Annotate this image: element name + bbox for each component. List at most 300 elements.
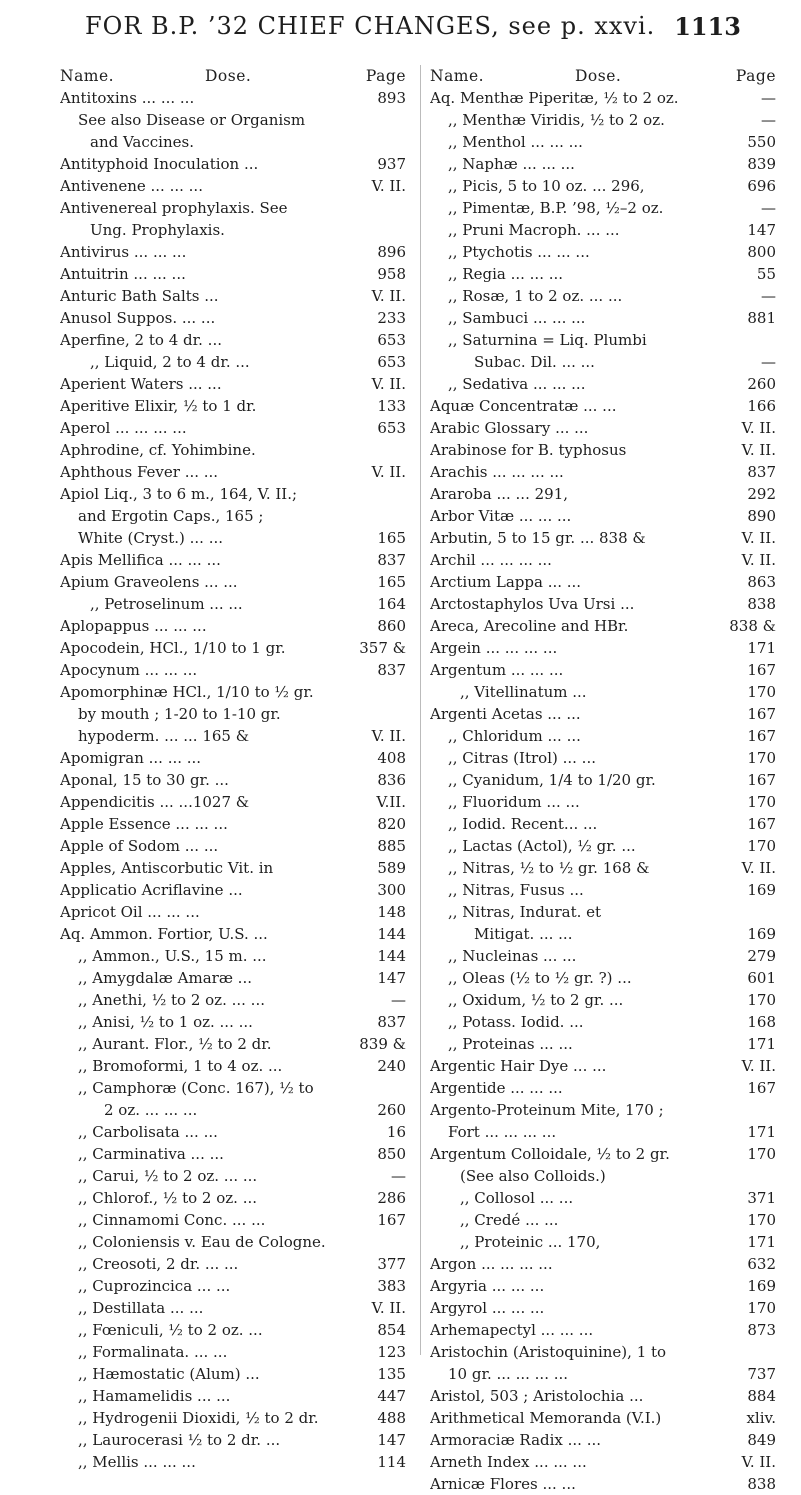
entry-page: 357 & xyxy=(355,637,406,659)
entry-page: 165 xyxy=(373,527,406,549)
index-entry xyxy=(430,879,778,901)
entry-page: 169 xyxy=(743,1275,776,1297)
index-entry xyxy=(430,1275,778,1297)
index-entry xyxy=(60,1451,408,1473)
entry-page: V. II. xyxy=(368,373,406,395)
entry-text: Archil ... ... ... ... xyxy=(430,551,552,569)
entry-page: 170 xyxy=(743,1209,776,1231)
index-entry xyxy=(60,109,408,131)
entry-text: Arneth Index ... ... ... xyxy=(430,1453,587,1471)
entry-page: 171 xyxy=(743,1231,776,1253)
entry-page: 164 xyxy=(373,593,406,615)
entry-text: Mitigat. ... ... xyxy=(474,925,573,943)
index-entry xyxy=(430,153,778,175)
entry-text: Arnicæ Flores ... ... xyxy=(430,1475,576,1493)
index-entry xyxy=(430,791,778,813)
entry-text: ,, Formalinata. ... ... xyxy=(78,1343,228,1361)
entry-page: 133 xyxy=(373,395,406,417)
index-entry xyxy=(430,1121,778,1143)
index-entry xyxy=(60,1231,408,1253)
entry-text: Apocynum ... ... ... xyxy=(60,661,198,679)
index-entry xyxy=(430,1077,778,1099)
entry-text: ,, Hydrogenii Dioxidi, ½ to 2 dr. xyxy=(78,1409,319,1427)
entry-page: 170 xyxy=(743,989,776,1011)
index-entry xyxy=(430,549,778,571)
index-entry xyxy=(60,703,408,725)
entry-text: ,, Nitras, ½ to ½ gr. 168 & xyxy=(448,859,650,877)
entry-page: V. II. xyxy=(738,417,776,439)
entry-page: 839 & xyxy=(355,1033,406,1055)
index-entry xyxy=(60,197,408,219)
index-entry xyxy=(430,1011,778,1033)
entry-text: ,, Coloniensis v. Eau de Cologne. xyxy=(78,1233,326,1251)
entry-text: Aristol, 503 ; Aristolochia ... xyxy=(430,1387,644,1405)
entry-page: 849 xyxy=(743,1429,776,1451)
index-entry xyxy=(430,395,778,417)
index-entry xyxy=(60,461,408,483)
entry-page: — xyxy=(757,109,776,131)
entry-page: 286 xyxy=(373,1187,406,1209)
index-entry xyxy=(430,461,778,483)
index-entry xyxy=(430,835,778,857)
entry-text: Apomorphinæ HCl., 1/10 to ½ gr. xyxy=(60,683,314,701)
index-entry xyxy=(430,637,778,659)
index-entry xyxy=(60,725,408,747)
index-entry xyxy=(60,1055,408,1077)
entry-page: — xyxy=(387,1165,406,1187)
entry-text: Ung. Prophylaxis. xyxy=(90,221,225,239)
index-entry xyxy=(430,483,778,505)
entry-text: and Vaccines. xyxy=(90,133,194,151)
entry-page: 279 xyxy=(743,945,776,967)
entry-text: ,, Chloridum ... ... xyxy=(448,727,581,745)
entry-text: Aperient Waters ... ... xyxy=(60,375,222,393)
index-entry xyxy=(430,1297,778,1319)
entry-text: ,, Amygdalæ Amaræ ... xyxy=(78,969,252,987)
entry-text: Antivenereal prophylaxis. See xyxy=(60,199,288,217)
dose-heading: Dose. xyxy=(575,67,622,85)
index-entry xyxy=(430,901,778,923)
index-entry xyxy=(430,1055,778,1077)
entry-text: Argentic Hair Dye ... ... xyxy=(430,1057,607,1075)
page-number: 1113 xyxy=(674,12,741,41)
index-entry xyxy=(430,747,778,769)
index-entry xyxy=(60,857,408,879)
entry-page: V.II. xyxy=(372,791,406,813)
entry-page: 837 xyxy=(373,549,406,571)
entry-page: 147 xyxy=(373,1429,406,1451)
index-entry xyxy=(430,197,778,219)
index-entry xyxy=(60,769,408,791)
entry-text: ,, Ammon., U.S., 15 m. ... xyxy=(78,947,267,965)
index-entry xyxy=(60,835,408,857)
index-entry xyxy=(430,439,778,461)
entry-page: V. II. xyxy=(368,725,406,747)
entry-text: Argentum Colloidale, ½ to 2 gr. xyxy=(430,1145,670,1163)
entry-page: 408 xyxy=(373,747,406,769)
index-entry xyxy=(430,131,778,153)
index-entry xyxy=(60,681,408,703)
entry-text: Fort ... ... ... ... xyxy=(448,1123,557,1141)
entry-page: — xyxy=(757,285,776,307)
entry-page: V. II. xyxy=(738,549,776,571)
entry-text: 2 oz. ... ... ... xyxy=(104,1101,198,1119)
index-entry xyxy=(430,373,778,395)
entry-text: ,, Nitras, Fusus ... xyxy=(448,881,584,899)
index-entry xyxy=(60,153,408,175)
entry-text: ,, Hæmostatic (Alum) ... xyxy=(78,1365,260,1383)
index-entry xyxy=(60,923,408,945)
index-entry xyxy=(430,769,778,791)
entry-text: Argon ... ... ... ... xyxy=(430,1255,553,1273)
index-entry xyxy=(430,1143,778,1165)
index-entry xyxy=(430,285,778,307)
index-entry xyxy=(430,1187,778,1209)
entry-text: ,, Chlorof., ½ to 2 oz. ... xyxy=(78,1189,258,1207)
index-entry xyxy=(60,879,408,901)
entry-page: 839 xyxy=(743,153,776,175)
entry-page: 169 xyxy=(743,923,776,945)
index-entry xyxy=(430,1451,778,1473)
index-entry xyxy=(430,241,778,263)
index-entry xyxy=(430,593,778,615)
index-entry xyxy=(430,725,778,747)
entry-text: Anusol Suppos. ... ... xyxy=(60,309,216,327)
entry-page: 167 xyxy=(743,659,776,681)
entry-page: 820 xyxy=(373,813,406,835)
entry-page: 896 xyxy=(373,241,406,263)
index-entry xyxy=(430,1099,778,1121)
entry-text: ,, Sedativa ... ... ... xyxy=(448,375,586,393)
right-entries xyxy=(430,87,778,1495)
entry-text: ,, Iodid. Recent... ... xyxy=(448,815,598,833)
index-entry xyxy=(430,527,778,549)
entry-text: hypoderm. ... ... 165 & xyxy=(78,727,250,745)
entry-text: Apples, Antiscorbutic Vit. in xyxy=(60,859,274,877)
entry-text: ,, Collosol ... ... xyxy=(460,1189,574,1207)
index-entry xyxy=(60,175,408,197)
entry-page: V. II. xyxy=(368,285,406,307)
entry-text: ,, Sambuci ... ... ... xyxy=(448,309,586,327)
index-entry xyxy=(430,1319,778,1341)
entry-page: — xyxy=(757,351,776,373)
entry-page: 300 xyxy=(373,879,406,901)
entry-page: 837 xyxy=(743,461,776,483)
entry-text: Aphrodine, cf. Yohimbine. xyxy=(60,441,256,459)
index-entry xyxy=(430,1473,778,1495)
entry-page: 170 xyxy=(743,835,776,857)
entry-page: 167 xyxy=(743,725,776,747)
name-heading: Name. xyxy=(60,67,115,85)
index-entry xyxy=(60,439,408,461)
entry-page: 170 xyxy=(743,1143,776,1165)
index-entry xyxy=(60,1253,408,1275)
index-entry xyxy=(60,637,408,659)
entry-page: 147 xyxy=(743,219,776,241)
index-entry xyxy=(60,285,408,307)
entry-page: 167 xyxy=(373,1209,406,1231)
index-entry xyxy=(430,307,778,329)
entry-text: Arctostaphylos Uva Ursi ... xyxy=(430,595,635,613)
index-entry xyxy=(430,967,778,989)
entry-text: Subac. Dil. ... ... xyxy=(474,353,595,371)
entry-page: 488 xyxy=(373,1407,406,1429)
entry-page: 55 xyxy=(753,263,776,285)
entry-text: ,, Aurant. Flor., ½ to 2 dr. xyxy=(78,1035,272,1053)
entry-text: Argein ... ... ... ... xyxy=(430,639,558,657)
entry-page: 167 xyxy=(743,813,776,835)
entry-page: 836 xyxy=(373,769,406,791)
entry-page: 240 xyxy=(373,1055,406,1077)
entry-text: by mouth ; 1-20 to 1-10 gr. xyxy=(78,705,281,723)
page-heading: Page xyxy=(365,67,406,85)
entry-text: ,, Lactas (Actol), ½ gr. ... xyxy=(448,837,636,855)
index-entry xyxy=(60,1297,408,1319)
entry-text: Aphthous Fever ... ... xyxy=(60,463,219,481)
entry-page: 171 xyxy=(743,1033,776,1055)
entry-page: 171 xyxy=(743,637,776,659)
entry-page: V. II. xyxy=(738,527,776,549)
index-entry xyxy=(430,1385,778,1407)
entry-page: 632 xyxy=(743,1253,776,1275)
entry-text: Apiol Liq., 3 to 6 m., 164, V. II.; xyxy=(60,485,298,503)
entry-page: 171 xyxy=(743,1121,776,1143)
left-column xyxy=(60,65,408,1473)
entry-text: Apomigran ... ... ... xyxy=(60,749,202,767)
index-entry xyxy=(430,329,778,351)
entry-page: 260 xyxy=(373,1099,406,1121)
entry-page: 167 xyxy=(743,769,776,791)
entry-text: Aponal, 15 to 30 gr. ... xyxy=(60,771,229,789)
entry-text: Apium Graveolens ... ... xyxy=(60,573,238,591)
entry-page: V. II. xyxy=(368,461,406,483)
entry-text: ,, Anethi, ½ to 2 oz. ... ... xyxy=(78,991,265,1009)
index-entry xyxy=(430,109,778,131)
entry-text: Apis Mellifica ... ... ... xyxy=(60,551,221,569)
entry-page: 850 xyxy=(373,1143,406,1165)
entry-text: ,, Proteinic ... 170, xyxy=(460,1233,601,1251)
entry-text: Argento-Proteinum Mite, 170 ; xyxy=(430,1101,664,1119)
entry-page: 863 xyxy=(743,571,776,593)
entry-text: Arbutin, 5 to 15 gr. ... 838 & xyxy=(430,529,646,547)
entry-text: ,, Hamamelidis ... ... xyxy=(78,1387,231,1405)
entry-text: Apple Essence ... ... ... xyxy=(60,815,228,833)
index-entry xyxy=(60,1319,408,1341)
entry-text: ,, Potass. Iodid. ... xyxy=(448,1013,584,1031)
entry-page: 890 xyxy=(743,505,776,527)
index-entry xyxy=(430,87,778,109)
entry-text: Argenti Acetas ... ... xyxy=(430,705,581,723)
index-entry xyxy=(430,659,778,681)
entry-page: 371 xyxy=(743,1187,776,1209)
entry-text: Arbor Vitæ ... ... ... xyxy=(430,507,572,525)
entry-text: ,, Laurocerasi ½ to 2 dr. ... xyxy=(78,1431,281,1449)
running-header xyxy=(0,12,801,52)
entry-page: 144 xyxy=(373,945,406,967)
entry-page: V. II. xyxy=(368,175,406,197)
index-entry xyxy=(60,593,408,615)
entry-text: ,, Fœniculi, ½ to 2 oz. ... xyxy=(78,1321,263,1339)
entry-text: Antityphoid Inoculation ... xyxy=(60,155,259,173)
entry-page: 854 xyxy=(373,1319,406,1341)
entry-text: ,, Destillata ... ... xyxy=(78,1299,204,1317)
index-entry xyxy=(60,263,408,285)
entry-page: 170 xyxy=(743,681,776,703)
index-entry xyxy=(430,1363,778,1385)
entry-page: 550 xyxy=(743,131,776,153)
entry-page: 383 xyxy=(373,1275,406,1297)
index-entry xyxy=(430,1407,778,1429)
entry-text: Appendicitis ... ...1027 & xyxy=(60,793,250,811)
entry-page: 167 xyxy=(743,1077,776,1099)
entry-page: 884 xyxy=(743,1385,776,1407)
entry-page: 170 xyxy=(743,791,776,813)
entry-text: Areca, Arecoline and HBr. xyxy=(430,617,629,635)
index-entry xyxy=(430,615,778,637)
entry-text: ,, Rosæ, 1 to 2 oz. ... ... xyxy=(448,287,623,305)
index-entry xyxy=(430,681,778,703)
entry-text: ,, Picis, 5 to 10 oz. ... 296, xyxy=(448,177,645,195)
entry-page: 260 xyxy=(743,373,776,395)
entry-text: ,, Fluoridum ... ... xyxy=(448,793,580,811)
entry-text: Aperitive Elixir, ½ to 1 dr. xyxy=(60,397,257,415)
entry-text: Aplopappus ... ... ... xyxy=(60,617,207,635)
entry-text: Aquæ Concentratæ ... ... xyxy=(430,397,617,415)
entry-page: 881 xyxy=(743,307,776,329)
entry-page: 114 xyxy=(373,1451,406,1473)
entry-text: ,, Liquid, 2 to 4 dr. ... xyxy=(90,353,250,371)
entry-text: ,, Bromoformi, 1 to 4 oz. ... xyxy=(78,1057,283,1075)
entry-text: Arctium Lappa ... ... xyxy=(430,573,582,591)
index-entry xyxy=(430,1253,778,1275)
entry-page: 873 xyxy=(743,1319,776,1341)
entry-page: 233 xyxy=(373,307,406,329)
entry-page: — xyxy=(757,87,776,109)
entry-page: 147 xyxy=(373,967,406,989)
entry-text: ,, Pruni Macroph. ... ... xyxy=(448,221,620,239)
entry-page: 170 xyxy=(743,747,776,769)
index-entry xyxy=(60,1209,408,1231)
entry-text: ,, Cinnamomi Conc. ... ... xyxy=(78,1211,266,1229)
index-entry xyxy=(430,1429,778,1451)
entry-text: ,, Naphæ ... ... ... xyxy=(448,155,575,173)
entry-text: ,, Cuprozincica ... ... xyxy=(78,1277,231,1295)
running-title: FOR B.P. ’32 CHIEF CHANGES, see p. xxvi. xyxy=(85,12,656,40)
entry-page: 653 xyxy=(373,329,406,351)
entry-text: and Ergotin Caps., 165 ; xyxy=(78,507,264,525)
entry-page: — xyxy=(387,989,406,1011)
entry-text: ,, Menthol ... ... ... xyxy=(448,133,583,151)
index-entry xyxy=(60,527,408,549)
index-entry xyxy=(60,1363,408,1385)
entry-text: Argentide ... ... ... xyxy=(430,1079,563,1097)
entry-page: 144 xyxy=(373,923,406,945)
entry-page: — xyxy=(757,197,776,219)
entry-page: V. II. xyxy=(738,439,776,461)
entry-text: Argyria ... ... ... xyxy=(430,1277,545,1295)
index-entry xyxy=(60,1121,408,1143)
entry-text: Arithmetical Memoranda (V.I.) xyxy=(430,1409,662,1427)
entry-text: ,, Menthæ Viridis, ½ to 2 oz. xyxy=(448,111,665,129)
entry-page: 838 xyxy=(743,593,776,615)
entry-page: 800 xyxy=(743,241,776,263)
entry-text: ,, Regia ... ... ... xyxy=(448,265,564,283)
index-entry xyxy=(430,813,778,835)
entry-page: 937 xyxy=(373,153,406,175)
entry-text: Applicatio Acriflavine ... xyxy=(60,881,243,899)
entry-page: 167 xyxy=(743,703,776,725)
index-entry xyxy=(430,923,778,945)
entry-text: ,, Camphoræ (Conc. 167), ½ to xyxy=(78,1079,314,1097)
entry-text: ,, Anisi, ½ to 1 oz. ... ... xyxy=(78,1013,253,1031)
index-entry xyxy=(60,329,408,351)
index-entry xyxy=(430,1033,778,1055)
entry-page: 838 & xyxy=(725,615,776,637)
index-entry xyxy=(430,505,778,527)
dose-heading: Dose. xyxy=(205,67,252,85)
index-entry xyxy=(60,131,408,153)
entry-text: Aq. Ammon. Fortior, U.S. ... xyxy=(60,925,268,943)
index-entry xyxy=(430,263,778,285)
entry-page: 148 xyxy=(373,901,406,923)
entry-text: See also Disease or Organism xyxy=(78,111,306,129)
entry-text: Argentum ... ... ... xyxy=(430,661,564,679)
entry-text: ,, Ptychotis ... ... ... xyxy=(448,243,590,261)
right-column-header xyxy=(430,65,778,87)
entry-text: ,, Pimentæ, B.P. ’98, ½–2 oz. xyxy=(448,199,664,217)
index-entry xyxy=(60,505,408,527)
index-entry xyxy=(430,1341,778,1363)
index-entry xyxy=(60,1385,408,1407)
left-entries xyxy=(60,87,408,1473)
entry-page: 860 xyxy=(373,615,406,637)
entry-text: Anturic Bath Salts ... xyxy=(60,287,219,305)
index-entry xyxy=(60,417,408,439)
entry-text: ,, Carui, ½ to 2 oz. ... ... xyxy=(78,1167,258,1185)
index-entry xyxy=(60,571,408,593)
entry-page: 885 xyxy=(373,835,406,857)
index-entry xyxy=(60,307,408,329)
entry-page: V. II. xyxy=(738,1055,776,1077)
entry-page: 170 xyxy=(743,1297,776,1319)
entry-page: 165 xyxy=(373,571,406,593)
entry-text: ,, Nucleinas ... ... xyxy=(448,947,577,965)
entry-text: Araroba ... ... 291, xyxy=(430,485,569,503)
index-entry xyxy=(60,483,408,505)
index-entry xyxy=(60,901,408,923)
index-entry xyxy=(430,351,778,373)
entry-text: ,, Saturnina = Liq. Plumbi xyxy=(448,331,647,349)
index-entry xyxy=(60,351,408,373)
entry-text: ,, Carbolisata ... ... xyxy=(78,1123,218,1141)
entry-page: 737 xyxy=(743,1363,776,1385)
left-column-header xyxy=(60,65,408,87)
entry-page: 601 xyxy=(743,967,776,989)
entry-text: Antuitrin ... ... ... xyxy=(60,265,186,283)
entry-text: Arachis ... ... ... ... xyxy=(430,463,564,481)
entry-text: Arabic Glossary ... ... xyxy=(430,419,589,437)
entry-text: ,, Oxidum, ½ to 2 gr. ... xyxy=(448,991,624,1009)
index-entry xyxy=(430,989,778,1011)
entry-text: Apple of Sodom ... ... xyxy=(60,837,219,855)
index-entry xyxy=(60,241,408,263)
entry-text: Armoraciæ Radix ... ... xyxy=(430,1431,602,1449)
entry-page: 837 xyxy=(373,659,406,681)
entry-text: Aperfine, 2 to 4 dr. ... xyxy=(60,331,222,349)
entry-text: 10 gr. ... ... ... ... xyxy=(448,1365,569,1383)
index-entry xyxy=(60,615,408,637)
index-entry xyxy=(60,1341,408,1363)
